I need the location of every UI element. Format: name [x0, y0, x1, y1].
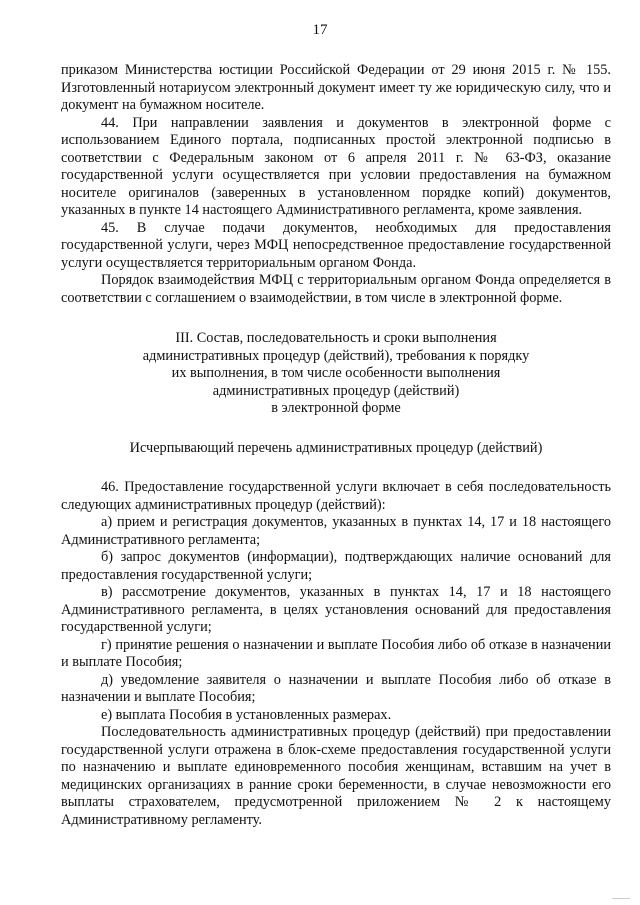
paragraph-44: 44. При направлении заявления и документов в электронной форме с использованием Единого портала, подписанных простой электронной подписью в соответствии с Федеральным законом от 6 апреля 2011 г. № 63-ФЗ, оказание государственной услуги осуществляется при условии предоставления на бумажном носителе оригиналов (заверенных в установленном порядке копий) документов, указанных в пункте 14 настоящего Административного регламента, кроме заявления.: [61, 114, 611, 218]
list-item-b: б) запрос документов (информации), подтверждающих наличие оснований для предоставления государственной услуги;: [61, 549, 611, 583]
paragraph-interaction-order: Порядок взаимодействия МФЦ с территориальным органом Фонда определяется в соответствии с соглашением о взаимодействии, в том числе в электронной форме.: [61, 272, 611, 306]
paragraph-flowchart-reference: Последовательность административных процедур (действий) при предоставлении государственной услуги отражена в блок-схеме предоставления государственной услуги по назначению и выплате единовременного пособия женщинам, вставшим на учет в медицинских организациях в ранние сроки беременности, в случае невозможности его выплаты страхователем, предусмотренной приложением № 2 к настоящему Административному регламенту.: [61, 724, 611, 828]
section-heading-line: административных процедур (действий): [212, 382, 460, 399]
section-heading: [61, 330, 611, 418]
list-item-g: г) принятие решения о назначении и выплате Пособия либо об отказе в назначении и выплате Пособия;: [61, 636, 611, 670]
paragraph-continuation: приказом Министерства юстиции Российской Федерации от 29 июня 2015 г. № 155. Изготовленный нотариусом электронный документ имеет ту же юридическую силу, что и документ на бумажном носителе.: [61, 62, 611, 113]
page-number: 17: [312, 22, 328, 38]
list-item-e: е) выплата Пособия в установленных размерах.: [101, 706, 392, 723]
paragraph-46: 46. Предоставление государственной услуги включает в себя последовательность следующих административных процедур (действий):: [61, 479, 611, 513]
scan-artifact: [612, 892, 630, 899]
document-body: [61, 62, 611, 829]
section-heading-line: в электронной форме: [271, 400, 401, 416]
list-item-d: д) уведомление заявителя о назначении и выплате Пособия либо об отказе в назначении и выплате Пособия;: [61, 671, 611, 705]
section-heading-line: административных процедур (действий), требования к порядку: [142, 347, 530, 364]
section-heading-line: их выполнения, в том числе особенности выполнения: [171, 365, 501, 381]
list-item-v: в) рассмотрение документов, указанных в пунктах 14, 17 и 18 настоящего Административного регламента, в целях установления оснований для предоставления государственной услуги;: [61, 584, 611, 635]
paragraph-45: 45. В случае подачи документов, необходимых для предоставления государственной услуги, через МФЦ непосредственное предоставление государственной услуги осуществляется территориальным органом Фонда.: [61, 219, 611, 271]
list-item-a: а) прием и регистрация документов, указанных в пунктах 14, 17 и 18 настоящего Административного регламента;: [61, 514, 611, 548]
section-heading-line: III. Состав, последовательность и сроки выполнения: [175, 330, 497, 346]
procedures-list-subheading: Исчерпывающий перечень административных процедур (действий): [129, 439, 543, 456]
